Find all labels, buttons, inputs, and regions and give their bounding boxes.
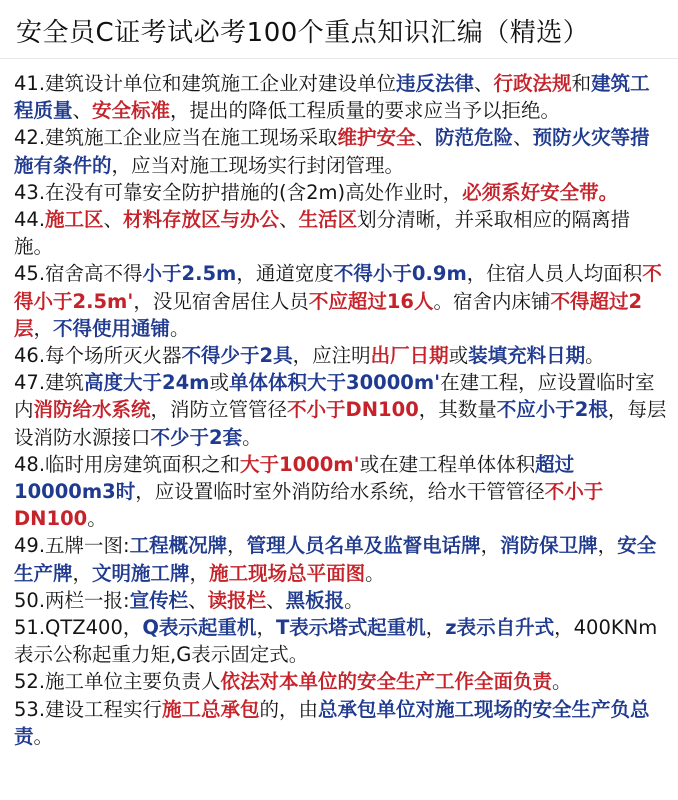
highlight-blue-text: 不少于2套 <box>150 425 243 449</box>
item-text: 和 <box>571 72 592 95</box>
item-text: ， <box>72 561 93 585</box>
highlight-blue-text: 安全生产牌 <box>14 534 657 585</box>
item-text: 42.建筑施工企业应当在施工现场采取 <box>14 126 338 150</box>
item-text: 。 <box>87 507 107 531</box>
highlight-blue-text: 消防保卫牌 <box>500 534 598 558</box>
highlight-red-text: 生活区 <box>298 208 358 232</box>
item-text: 53.建设工程实行 <box>14 697 163 721</box>
highlight-blue-text: 黑板报 <box>285 588 345 612</box>
item-text: 、 <box>72 99 93 123</box>
highlight-red-text: 不小于DN100 <box>14 480 604 531</box>
item-text: 、 <box>266 588 286 612</box>
highlight-blue-text: 不得少于2具 <box>181 344 293 368</box>
highlight-red-text: 施工现场总平面图 <box>209 561 366 585</box>
item-text: ，其数量 <box>418 398 497 422</box>
list-item <box>14 124 668 178</box>
item-text: 52.施工单位主要负责人 <box>14 670 221 694</box>
list-item <box>14 206 668 260</box>
highlight-blue-text: 违反法律 <box>396 72 475 95</box>
highlight-blue-text: 建筑工程质量 <box>14 72 650 123</box>
item-text: 49.五牌一图: <box>14 534 130 558</box>
item-text: 。 <box>170 316 190 340</box>
list-item <box>14 668 668 695</box>
item-text: ， <box>189 561 210 585</box>
highlight-red-text: 不得小于2.5m' <box>14 262 662 313</box>
item-text: 。 <box>552 670 572 694</box>
highlight-red-text: 施工总承包 <box>162 697 260 721</box>
highlight-blue-text: 高度大于24m <box>84 371 210 395</box>
item-text: ， <box>256 616 276 640</box>
item-text: ， <box>597 534 618 558</box>
highlight-blue-text: T表示塔式起重机 <box>275 616 426 640</box>
highlight-red-text: 大于1000m' <box>240 452 360 476</box>
highlight-blue-text: 文明施工牌 <box>92 561 190 585</box>
highlight-blue-text: 单体体积大于30000m' <box>229 371 441 395</box>
item-text: 45.宿舍高不得 <box>14 262 143 286</box>
item-text: ，应当对施工现场实行封闭管理。 <box>111 153 405 177</box>
item-text: 、 <box>474 72 494 95</box>
list-item <box>14 260 668 342</box>
list-item <box>14 70 668 124</box>
item-text: ， <box>480 534 501 558</box>
highlight-red-text: 读报栏 <box>207 588 267 612</box>
list-item <box>14 179 668 206</box>
item-text: 。 <box>33 724 54 748</box>
highlight-blue-text: Q表示起重机 <box>142 616 257 640</box>
item-text: 43.在没有可靠安全防护措施的(含2m)高处作业时， <box>14 180 463 204</box>
highlight-blue-text: 工程概况牌 <box>129 534 228 558</box>
highlight-red-text: 材料存放区与办公 <box>123 208 280 232</box>
item-text: 、 <box>188 588 208 612</box>
item-text: 或 <box>448 344 469 368</box>
highlight-blue-text: 总承包单位对施工现场的安全生产负总责 <box>14 697 650 748</box>
highlight-blue-text: 不得使用通铺 <box>53 316 171 340</box>
highlight-red-text: 不应超过16人 <box>308 289 434 313</box>
highlight-blue-text: 不应小于2根 <box>496 398 608 422</box>
list-item <box>14 532 668 586</box>
item-text: ，400KNm表示公称起重力矩,G表示固定式。 <box>14 616 658 667</box>
item-text: ， <box>33 316 54 340</box>
title-divider <box>0 58 678 59</box>
item-text: 41.建筑设计单位和建筑施工企业对建设单位 <box>14 72 397 95</box>
highlight-red-text: 必须系好安全带。 <box>462 180 619 204</box>
list-item <box>14 696 668 750</box>
item-text: 、 <box>513 126 533 150</box>
list-item <box>14 369 668 451</box>
highlight-red-text: 不小于DN100 <box>287 398 419 422</box>
item-text: 48.临时用房建筑面积之和 <box>14 452 241 476</box>
item-text: ，没见宿舍居住人员 <box>133 289 309 313</box>
highlight-blue-text: 小于2.5m <box>142 262 237 286</box>
highlight-blue-text: 超过10000m3时 <box>14 452 575 504</box>
highlight-red-text: 维护安全 <box>337 126 416 150</box>
highlight-red-text: 出厂日期 <box>370 344 449 368</box>
item-text: 划分清晰，并采取相应的隔离措施。 <box>14 208 631 259</box>
item-text: 。宿舍内床铺 <box>433 289 551 313</box>
knowledge-list <box>14 70 668 750</box>
item-text: 46.每个场所灭火器 <box>14 344 182 368</box>
highlight-red-text: 消防给水系统 <box>33 398 151 422</box>
item-text: 、 <box>279 208 299 232</box>
item-text: 。 <box>344 588 364 612</box>
item-text: 、 <box>415 126 436 150</box>
item-text: ，住宿人员人均面积 <box>466 262 643 286</box>
item-text: 的，由 <box>259 697 319 721</box>
list-item <box>14 342 668 369</box>
highlight-red-text: 不得超过2层 <box>14 289 643 340</box>
highlight-red-text: 施工区 <box>45 208 104 232</box>
highlight-blue-text: 宣传栏 <box>129 588 189 612</box>
item-text: 44. <box>14 208 46 232</box>
document-title: 安全员C证考试必考100个重点知识汇编（精选） <box>16 18 590 48</box>
highlight-blue-text: 防范危险 <box>435 126 514 150</box>
list-item <box>14 587 668 614</box>
item-text: ，通道宽度 <box>236 262 334 286</box>
highlight-blue-text: 不得小于0.9m <box>333 262 467 286</box>
highlight-red-text: 行政法规 <box>493 72 572 95</box>
item-text: ， <box>227 534 247 558</box>
highlight-blue-text: z表示自升式 <box>445 616 555 640</box>
item-text: 。 <box>585 344 605 368</box>
highlight-blue-text: 预防火灾等措施有条件的 <box>14 126 650 177</box>
item-text: ，应注明 <box>292 344 371 368</box>
highlight-red-text: 安全标准 <box>92 99 171 123</box>
item-text: ， <box>425 616 446 640</box>
highlight-red-text: 依法对本单位的安全生产工作全面负责 <box>220 670 553 694</box>
item-text: 50.两栏一报: <box>14 588 130 612</box>
item-text: 或在建工程单体体积 <box>359 452 536 476</box>
item-text: 47.建筑 <box>14 371 85 395</box>
highlight-blue-text: 管理人员名单及监督电话牌 <box>246 534 481 558</box>
item-text: ，提出的降低工程质量的要求应当予以拒绝。 <box>170 99 561 123</box>
item-text: ，消防立管管径 <box>150 398 288 422</box>
list-item <box>14 614 668 668</box>
item-text: 。 <box>365 561 385 585</box>
item-text: ，每层设消防水源接口 <box>14 398 667 449</box>
item-text: 或 <box>209 371 229 395</box>
item-text: ，应设置临时室外消防给水系统，给水干管管径 <box>135 480 545 504</box>
item-text: 。 <box>242 425 262 449</box>
list-item <box>14 451 668 533</box>
item-text: 51.QTZ400， <box>14 616 143 640</box>
item-text: 在建工程，应设置临时室内 <box>14 371 655 422</box>
item-text: 、 <box>103 208 124 232</box>
highlight-blue-text: 装填充料日期 <box>468 344 586 368</box>
